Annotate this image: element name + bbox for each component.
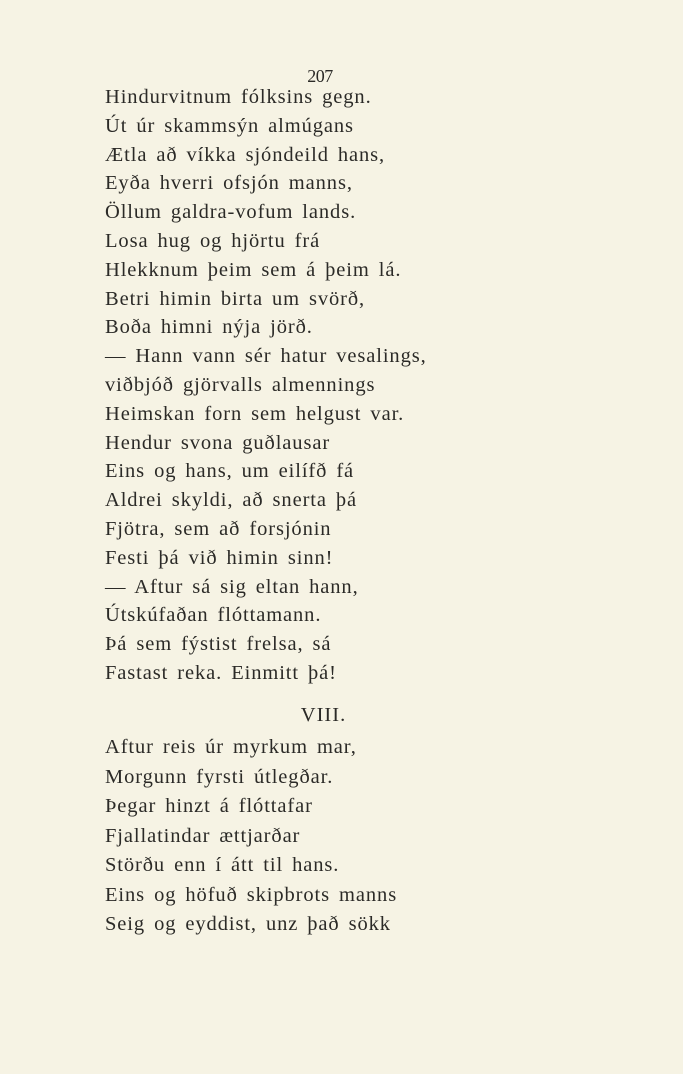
poem-stanza-2 bbox=[105, 733, 397, 940]
poem-line: — Aftur sá sig eltan hann, bbox=[105, 575, 359, 598]
poem-line: Aldrei skyldi, að snerta þá bbox=[105, 489, 358, 512]
poem-line: Aftur reis úr myrkum mar, bbox=[105, 736, 357, 758]
poem-line: Þegar hinzt á flóttafar bbox=[105, 795, 313, 817]
poem-line: — Hann vann sér hatur vesalings, bbox=[105, 345, 427, 368]
poem-line: viðbjóð gjörvalls almennings bbox=[105, 373, 376, 396]
poem-line: Losa hug og hjörtu frá bbox=[105, 229, 321, 252]
poem-line: Eins og höfuð skipbrots manns bbox=[105, 883, 398, 906]
poem-line: Fjallatindar ættjarðar bbox=[105, 824, 301, 847]
poem-line: Boða himni nýja jörð. bbox=[105, 316, 313, 339]
poem-line: Festi þá við himin sinn! bbox=[105, 546, 334, 569]
poem-line: Fastast reka. Einmitt þá! bbox=[105, 661, 337, 684]
poem-line: Öllum galdra-vofum lands. bbox=[105, 201, 357, 224]
poem-line: Þá sem fýstist frelsa, sá bbox=[105, 633, 332, 656]
poem-line: Ætla að víkka sjóndeild hans, bbox=[105, 143, 386, 166]
poem-line: Út úr skammsýn almúgans bbox=[105, 114, 354, 137]
poem-line: Seig og eyddist, unz það sökk bbox=[105, 913, 391, 935]
poem-line: Betri himin birta um svörð, bbox=[105, 287, 366, 310]
poem-line: Störðu enn í átt til hans. bbox=[105, 854, 340, 876]
poem-line: Útskúfaðan flóttamann. bbox=[105, 604, 322, 627]
page-number: 207 bbox=[307, 66, 333, 86]
poem-line: Heimskan forn sem helgust var. bbox=[105, 402, 405, 425]
poem-line: Hlekknum þeim sem á þeim lá. bbox=[105, 258, 402, 281]
poem-stanza-1 bbox=[105, 83, 427, 688]
poem-line: Fjötra, sem að forsjónin bbox=[105, 517, 332, 540]
poem-line: Eyða hverri ofsjón manns, bbox=[105, 172, 353, 195]
poem-line: Hendur svona guðlausar bbox=[105, 431, 331, 454]
poem-line: Hindurvitnum fólksins gegn. bbox=[105, 86, 372, 108]
poem-line: Eins og hans, um eilífð fá bbox=[105, 460, 355, 483]
poem-line: Morgunn fyrsti útlegðar. bbox=[105, 765, 334, 788]
section-heading: VIII. bbox=[300, 704, 347, 726]
